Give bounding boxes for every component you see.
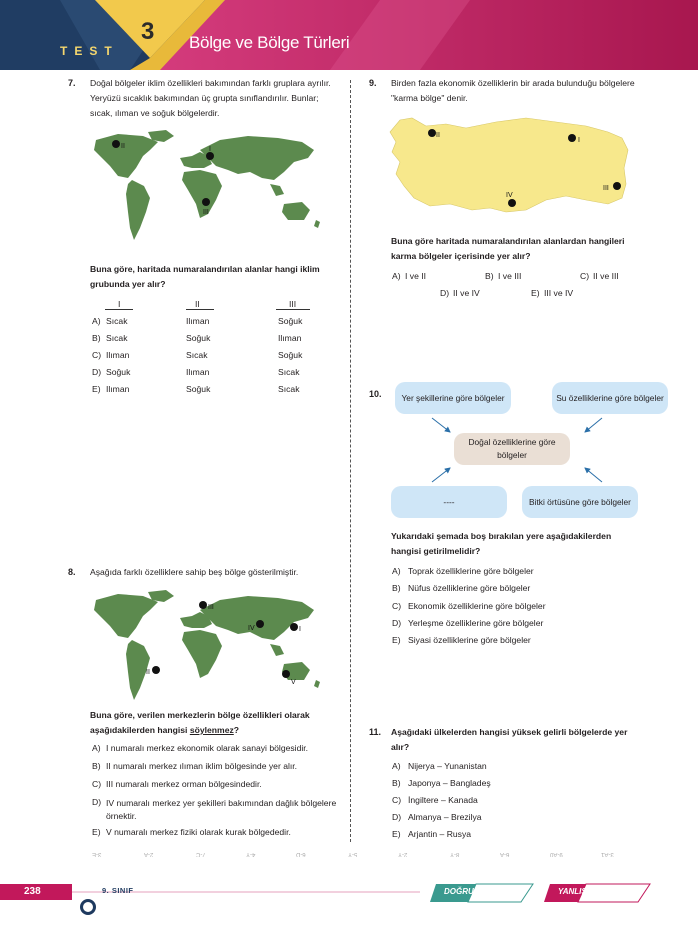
q9-option-letter: A) (392, 271, 401, 281)
q7-option-c2: Soğuk (186, 333, 211, 343)
q7-marker-iii (202, 198, 210, 206)
q11-number: 11. (369, 727, 382, 737)
q11-question: Aşağıdaki ülkelerden hangisi yüksek gelirli bölgelerde yer alır? (391, 727, 628, 752)
wrong-label: YANLIŞ (558, 887, 587, 896)
q8-label-ii: II (146, 669, 150, 676)
test-number: 3 (141, 18, 155, 45)
q11-option-text: Almanya – Brezilya (408, 812, 482, 822)
q7-col-ii: II (195, 299, 200, 309)
q8-number: 8. (68, 567, 76, 577)
q7-option-c2: Ilıman (186, 316, 210, 326)
q7-col-i-underline (105, 309, 133, 310)
q11-option-letter: A) (392, 761, 401, 771)
q7-option-c3: Soğuk (278, 316, 303, 326)
q9-label-iv: IV (506, 192, 513, 199)
q11-option-text: Japonya – Bangladeş (408, 778, 491, 788)
q9-marker-i (568, 134, 576, 142)
q10-option-letter: D) (392, 618, 402, 628)
q10-option-letter: C) (392, 601, 402, 611)
q8-option-letter: A) (92, 743, 101, 753)
answer-key-item: 6-A (500, 851, 510, 857)
q8-option-letter: C) (92, 779, 102, 789)
q9-label-iii: III (603, 185, 609, 192)
page-footer (0, 880, 698, 923)
q7-option-c3: Sıcak (278, 384, 300, 394)
q7-option-letter: C) (92, 350, 102, 360)
q7-number: 7. (68, 78, 76, 88)
answer-key-item: 6-D (296, 851, 306, 857)
q11-option-text: Arjantin – Rusya (408, 829, 472, 839)
test-label: TEST (60, 44, 119, 58)
q7-col-ii-underline (186, 309, 214, 310)
answer-key-item: 7-C (196, 851, 206, 857)
q7-option-c1: Soğuk (106, 367, 131, 377)
answer-key-item: 2-A (144, 851, 154, 857)
q8-option-text: II numaralı merkez ılıman iklim bölgesinde yer alır. (106, 761, 298, 771)
q8-marker-ii (152, 666, 160, 674)
q8-question-part2: ? (233, 725, 240, 735)
answer-key-item: 3-E (92, 851, 102, 857)
q11-option-letter: B) (392, 778, 401, 788)
q7-label-iii: III (203, 209, 209, 216)
q8-question-underlined: söylenmez (189, 725, 234, 735)
q7-label-ii: II (121, 143, 125, 150)
q8-label-iii: III (208, 604, 214, 611)
answer-key (0, 851, 698, 863)
q7-option-c1: Sıcak (106, 333, 128, 343)
q10-box-natural: Doğal özelliklerine göre bölgeler (454, 433, 570, 465)
q7-option-c2: Soğuk (186, 384, 211, 394)
q7-option-c2: Sıcak (186, 350, 208, 360)
q10-option-letter: E) (392, 635, 401, 645)
q8-option-text: I numaralı merkez ekonomik olarak sanayi bölgesidir. (106, 743, 309, 753)
q11-option-text: İngiltere – Kanada (408, 795, 478, 805)
q10-number: 10. (369, 389, 382, 399)
q10-arrow-top-right (585, 418, 602, 432)
q9-marker-iv (508, 199, 516, 207)
q10-box-blank: ---- (391, 486, 507, 518)
q7-marker-ii (112, 140, 120, 148)
q8-option-letter: D) (92, 797, 102, 807)
q10-arrow-bottom-left (432, 468, 450, 482)
q11-option-letter: E) (392, 829, 401, 839)
q7-option-letter: B) (92, 333, 101, 343)
q9-option-text: II ve III (593, 271, 619, 281)
q10-option-text: Toprak özelliklerine göre bölgeler (408, 566, 534, 576)
answer-key-item: 5-Y (348, 851, 358, 857)
q7-text: Doğal bölgeler iklim özellikleri bakımından farklı gruplara ayrılır. Yeryüzü sıcaklık bakımından üç grupta sınıflandırılır. Bunlar; sıcak, ılıman ve soğuk bölgelerdir. (90, 78, 331, 118)
q9-text: Birden fazla ekonomik özelliklerin bir arada bulunduğu bölgelere "karma bölge" denir. (391, 78, 635, 103)
page-title: Bölge ve Bölge Türleri (189, 33, 350, 52)
grade-label: 9. SINIF (102, 886, 134, 895)
answer-key-item: 2-Y (398, 851, 408, 857)
q7-option-c3: Ilıman (278, 333, 302, 343)
q9-option-letter: E) (531, 288, 540, 298)
q10-box-landforms: Yer şekillerine göre bölgeler (395, 382, 511, 414)
q8-world-map (88, 588, 328, 706)
q10-question: Yukarıdaki şemada boş bırakılan yere aşağıdakilerden hangisi getirilmelidir? (391, 531, 612, 556)
q8-marker-iv (256, 620, 264, 628)
q7-question: Buna göre, haritada numaralandırılan alanlar hangi iklim grubunda yer alır? (90, 264, 320, 289)
q8-option-text: V numaralı merkez fiziki olarak kurak bölgededir. (106, 827, 291, 837)
q9-option-text: III ve IV (544, 288, 574, 298)
q10-option-letter: A) (392, 566, 401, 576)
q7-option-letter: A) (92, 316, 101, 326)
q10-option-text: Yerleşme özelliklerine göre bölgeler (408, 618, 544, 628)
q9-option-letter: B) (485, 271, 494, 281)
q7-col-iii: III (289, 299, 297, 309)
column-divider (350, 80, 351, 842)
q10-option-text: Ekonomik özelliklerine göre bölgeler (408, 601, 546, 611)
answer-key-item: 8-Y (450, 851, 460, 857)
q7-option-c1: Ilıman (106, 384, 130, 394)
answer-key-item: 3-A1 (601, 851, 614, 857)
q8-option-letter: B) (92, 761, 101, 771)
q9-turkey-map (386, 112, 636, 222)
q8-text: Aşağıda farklı özelliklere sahip beş bölge gösterilmiştir. (90, 567, 299, 577)
q10-arrow-bottom-right (585, 468, 602, 482)
q10-arrow-top-left (432, 418, 450, 432)
q7-option-c3: Soğuk (278, 350, 303, 360)
q8-option-letter: E) (92, 827, 101, 837)
correct-label: DOĞRU (444, 887, 474, 896)
q10-option-text: Nüfus özelliklerine göre bölgeler (408, 583, 531, 593)
q9-label-ii: II (436, 132, 440, 139)
q7-option-c3: Sıcak (278, 367, 300, 377)
q10-option-letter: B) (392, 583, 401, 593)
page-header (0, 0, 698, 70)
q7-option-letter: E) (92, 384, 101, 394)
page-number: 238 (24, 886, 41, 897)
q8-label-iv: IV (248, 625, 255, 632)
q9-option-letter: C) (580, 271, 590, 281)
q10-box-water: Su özelliklerine göre bölgeler (552, 382, 668, 414)
answer-key-item: 4-Y (246, 851, 256, 857)
q10-option-text: Siyasi özelliklerine göre bölgeler (408, 635, 531, 645)
q7-world-map (88, 128, 328, 248)
answer-key-item: 9-A0 (550, 851, 563, 857)
q9-option-letter: D) (440, 288, 450, 298)
q11-option-letter: C) (392, 795, 402, 805)
q9-option-text: I ve III (498, 271, 522, 281)
q7-option-letter: D) (92, 367, 102, 377)
q7-option-c1: Ilıman (106, 350, 130, 360)
q7-marker-i (206, 152, 214, 160)
q7-label-i: I (209, 146, 211, 153)
q8-label-i: I (299, 626, 301, 633)
q9-label-i: I (578, 137, 580, 144)
q8-question (90, 708, 338, 738)
q11-option-letter: D) (392, 812, 402, 822)
q8-marker-v (282, 670, 290, 678)
q8-label-v: V (291, 679, 296, 686)
q9-number: 9. (369, 78, 377, 88)
q9-option-text: I ve II (405, 271, 427, 281)
q8-option-text: III numaralı merkez orman bölgesindedir. (106, 779, 262, 789)
q7-col-iii-underline (276, 309, 310, 310)
q9-option-text: II ve IV (453, 288, 480, 298)
q7-option-c1: Sıcak (106, 316, 128, 326)
q9-marker-iii (613, 182, 621, 190)
q7-col-i: I (118, 299, 121, 309)
q10-box-vegetation: Bitki örtüsüne göre bölgeler (522, 486, 638, 518)
q9-marker-ii (428, 129, 436, 137)
q10-arrows (380, 410, 680, 490)
q9-question: Buna göre haritada numaralandırılan alanlardan hangileri karma bölgeler içerisinde yer alır? (391, 236, 625, 261)
q8-option-text: IV numaralı merkez yer şekilleri bakımından dağlık bölgelere örnektir. (106, 798, 337, 821)
q8-question-part1: Buna göre, verilen merkezlerin bölge özellikleri olarak aşağıdakilerden hangisi (90, 710, 310, 735)
q7-option-c2: Ilıman (186, 367, 210, 377)
q8-marker-i (290, 623, 298, 631)
q8-marker-iii (199, 601, 207, 609)
q11-option-text: Nijerya – Yunanistan (408, 761, 487, 771)
